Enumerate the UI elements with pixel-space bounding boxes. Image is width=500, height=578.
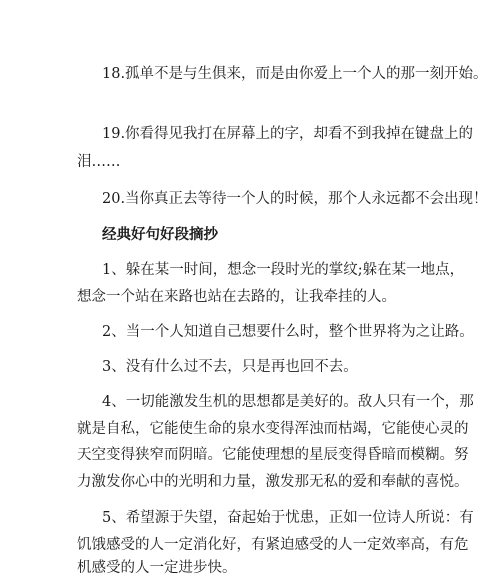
quote-19-line-2: 泪……	[77, 154, 121, 170]
paragraph-4-line-2: 就是自私，它能使生命的泉水变得浑浊而枯竭，它能使心灵的	[77, 421, 469, 437]
paragraph-4-line-1: 4、一切能激发生机的思想都是美好的。敌人只有一个，那	[102, 394, 474, 410]
paragraph-5-line-2: 饥饿感受的人一定消化好，有紧迫感受的人一定效率高，有危	[77, 537, 469, 553]
paragraph-1-line-2: 想念一个站在来路也站在去路的，让我牵挂的人。	[77, 289, 396, 305]
quote-20-line: 20.当你真正去等待一个人的时候，那个人永远都不会出现！	[102, 191, 488, 207]
paragraph-2-line: 2、当一个人知道自己想要什么时，整个世界将为之让路。	[102, 324, 474, 340]
section-heading: 经典好句好段摘抄	[102, 226, 218, 243]
paragraph-1-line-1: 1、躲在某一时间，想念一段时光的掌纹;躲在某一地点，	[102, 262, 465, 278]
quote-18-line: 18.孤单不是与生俱来，而是由你爱上一个人的那一刻开始。	[102, 66, 488, 82]
paragraph-5-line-3: 机感受的人一定进步快。	[77, 560, 237, 576]
paragraph-4-line-4: 力激发你心中的光明和力量，激发那无私的爱和奉献的喜悦。	[77, 474, 469, 490]
quote-19-line-1: 19.你看得见我打在屏幕上的字，却看不到我掉在键盘上的	[102, 126, 474, 142]
paragraph-3-line: 3、没有什么过不去，只是再也回不去。	[102, 359, 358, 375]
paragraph-5-line-1: 5、希望源于失望，奋起始于忧患，正如一位诗人所说：有	[102, 510, 474, 526]
paragraph-4-line-3: 天空变得狭窄而阴暗。它能使理想的星辰变得昏暗而模糊。努	[77, 447, 469, 463]
